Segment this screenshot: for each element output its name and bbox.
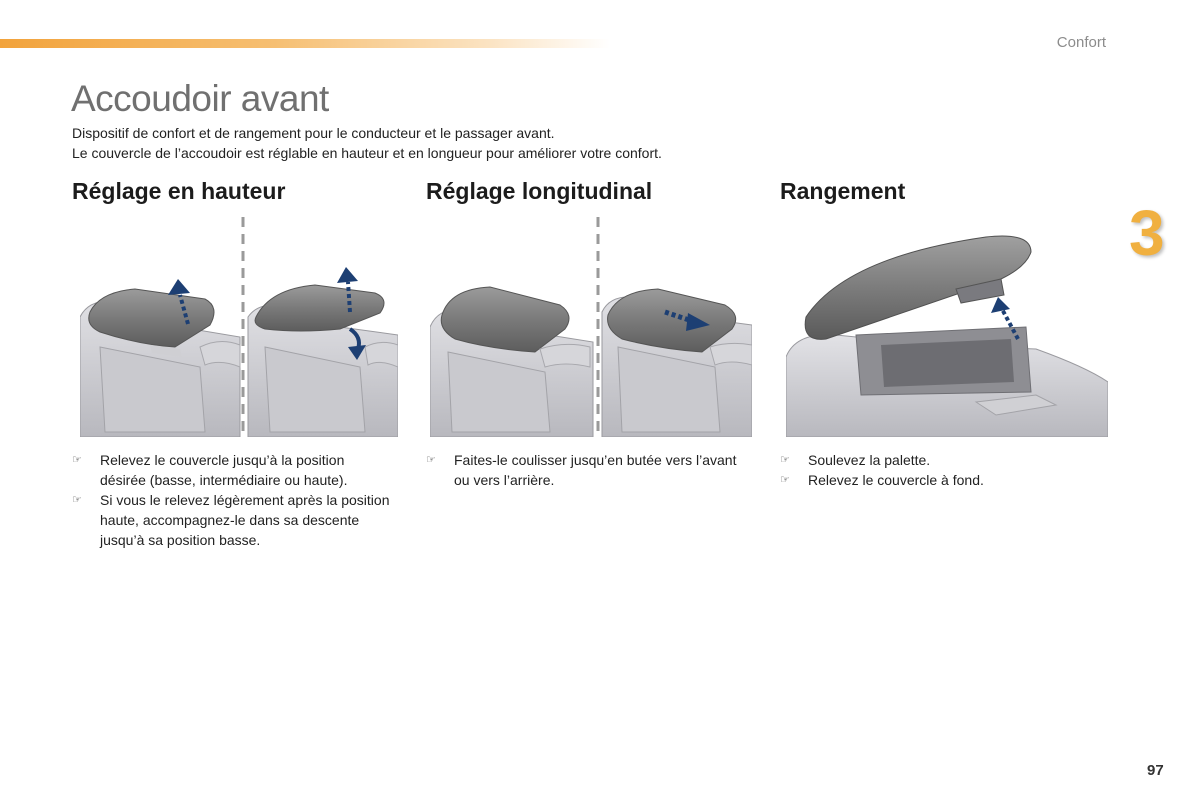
illustration-storage — [786, 217, 1108, 437]
steps-list — [72, 450, 392, 550]
pointing-hand-icon: ☞ — [426, 454, 436, 466]
page-title: Accoudoir avant — [71, 78, 329, 119]
illustration-longitudinal-adjust — [430, 217, 752, 437]
pointing-hand-icon: ☞ — [780, 454, 790, 466]
header-accent-bar — [0, 39, 610, 48]
intro-text — [72, 123, 662, 163]
console-illustration — [786, 236, 1108, 437]
list-item: ☞ Faites-le coulisser jusqu’en butée vers l’avant ou vers l’arrière. — [426, 452, 737, 488]
pointing-hand-icon: ☞ — [780, 474, 790, 486]
section-label: Confort — [1056, 34, 1106, 51]
column-storage — [780, 178, 1110, 205]
illustration-height-adjust — [80, 217, 398, 437]
column-height-adjust — [72, 178, 402, 205]
page-number: 97 — [1147, 762, 1164, 779]
intro-line: Le couvercle de l’accoudoir est réglable en hauteur et en longueur pour améliorer votre confort. — [72, 145, 662, 161]
list-item: ☞ Si vous le relevez légèrement après la position haute, accompagnez-le dans sa descente jusqu’à sa position basse. — [72, 492, 390, 548]
intro-line: Dispositif de confort et de rangement pour le conducteur et le passager avant. — [72, 125, 555, 141]
steps-list — [780, 450, 1100, 490]
chapter-number: 3 — [1129, 197, 1165, 269]
console-illustration — [602, 289, 752, 437]
steps-list — [426, 450, 746, 490]
column-longitudinal-adjust — [426, 178, 756, 205]
pointing-hand-icon: ☞ — [72, 454, 82, 466]
list-item: ☞ Relevez le couvercle à fond. — [780, 472, 984, 488]
console-illustration — [80, 289, 240, 437]
section-heading: Réglage longitudinal — [426, 178, 653, 204]
section-heading: Réglage en hauteur — [72, 178, 286, 204]
list-item: ☞ Soulevez la palette. — [780, 452, 931, 468]
pointing-hand-icon: ☞ — [72, 494, 82, 506]
section-heading: Rangement — [780, 178, 906, 204]
console-illustration — [430, 287, 593, 437]
console-illustration — [248, 285, 398, 437]
list-item: ☞ Relevez le couvercle jusqu’à la position désirée (basse, intermédiaire ou haute). — [72, 452, 348, 488]
